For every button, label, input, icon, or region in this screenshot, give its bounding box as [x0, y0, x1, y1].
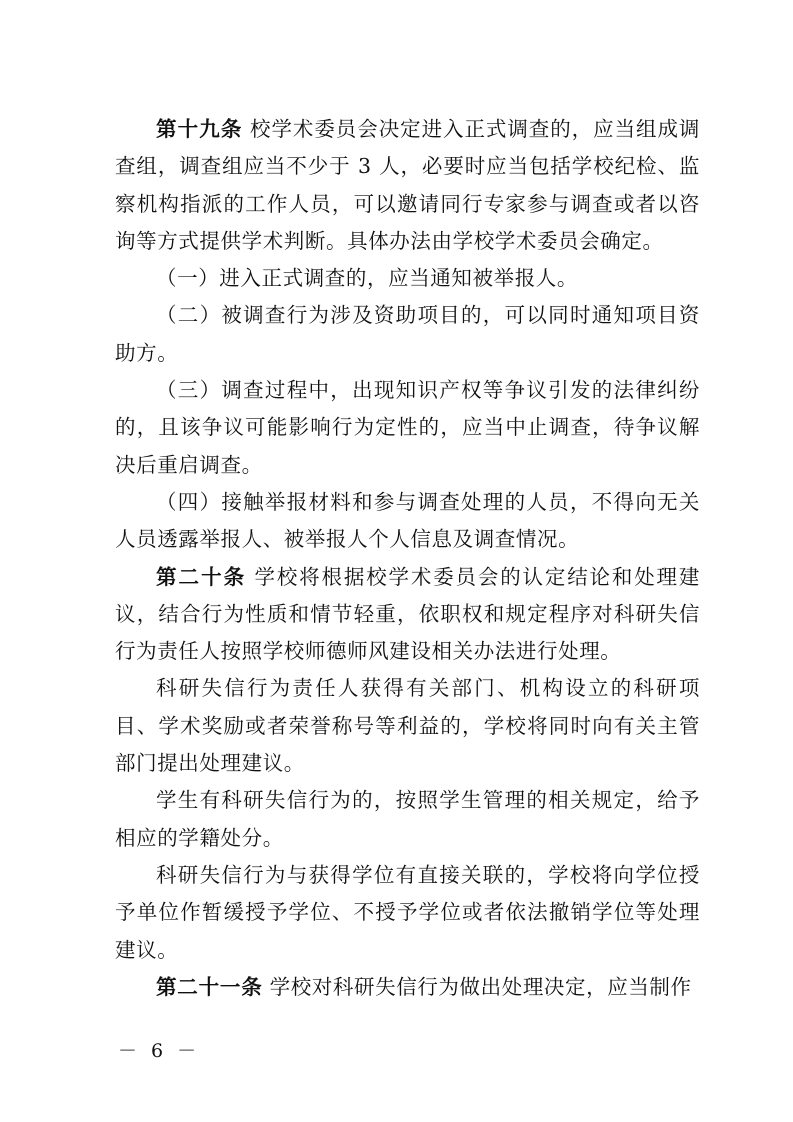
paragraph-text: （四）接触举报材料和参与调查处理的人员，不得向无关人员透露举报人、被举报人个人信息及调查情况。 — [115, 489, 700, 552]
paragraph-text: 学校对科研失信行为做出处理决定，应当制作 — [262, 974, 692, 999]
clause-3 — [115, 372, 700, 484]
clause-4 — [115, 484, 700, 559]
paragraph-text: （二）被调查行为涉及资助项目的，可以同时通知项目资助方。 — [115, 303, 700, 365]
article-20-paragraph-3 — [115, 782, 700, 857]
clause-1 — [115, 260, 700, 297]
paragraph-text: 科研失信行为与获得学位有直接关联的，学校将向学位授予单位作暂缓授予学位、不授予学位或者依法撤销学位等处理建议。 — [115, 862, 700, 962]
paragraph-text: 学校将根据校学术委员会的认定结论和处理建议，结合行为性质和情节轻重，依职权和规定程序对科研失信行为责任人按照学校师德师风建设相关办法进行处理。 — [115, 564, 700, 664]
article-heading: 第二十条 — [156, 564, 247, 589]
article-heading: 第二十一条 — [156, 974, 263, 999]
clause-2 — [115, 297, 700, 372]
document-body — [115, 111, 700, 1006]
article-20-paragraph-4 — [115, 857, 700, 969]
paragraph-text: （一）进入正式调查的，应当通知被举报人。 — [156, 266, 578, 291]
paragraph-text: 科研失信行为责任人获得有关部门、机构设立的科研项目、学术奖励或者荣誉称号等利益的，学校将同时向有关主管部门提出处理建议。 — [115, 676, 700, 776]
article-19 — [115, 111, 700, 260]
paragraph-text: 学生有科研失信行为的，按照学生管理的相关规定，给予相应的学籍处分。 — [115, 788, 700, 850]
paragraph-text: 校学术委员会决定进入正式调查的，应当组成调查组，调查组应当不少于 3 人，必要时应当包括学校纪检、监察机构指派的工作人员，可以邀请同行专家参与调查或者以咨询等方式提供学术判断。具体办法由学校学术委员会确定。 — [115, 117, 700, 253]
article-heading: 第十九条 — [156, 117, 243, 141]
article-20 — [115, 559, 700, 671]
paragraph-text: （三）调查过程中，出现知识产权等争议引发的法律纠纷的，且该争议可能影响行为定性的，应当中止调查，待争议解决后重启调查。 — [115, 378, 700, 477]
article-20-paragraph-2 — [115, 670, 700, 782]
page-number: － 6 － — [118, 1040, 201, 1062]
article-21 — [115, 969, 700, 1006]
